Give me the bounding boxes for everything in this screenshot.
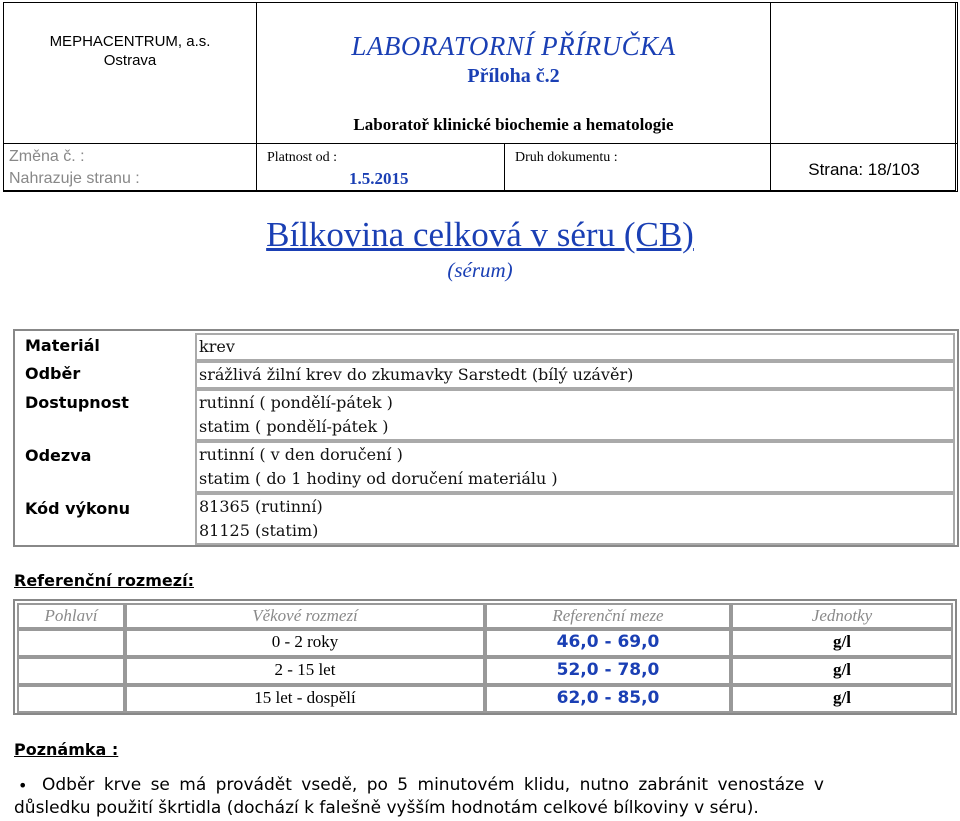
laboratory-name: Laboratoř klinické biochemie a hematologie <box>353 115 674 134</box>
availability-statim: statim ( pondělí-pátek ) <box>199 417 389 436</box>
table-row-3-unit: g/l <box>731 685 953 713</box>
note-heading: Poznámka : <box>14 740 119 759</box>
page-title-text: Bílkovina celková v séru (CB) <box>266 215 694 254</box>
note-line-1: Odběr krve se má provádět vsedě, po 5 minutovém klidu, nutno zabránit venostáze v <box>42 775 824 795</box>
reference-range-table <box>13 599 957 715</box>
response-label: Odezva <box>25 446 92 465</box>
column-header-age: Věkové rozmezí <box>125 603 485 629</box>
appendix-label: Příloha č.2 <box>467 65 560 87</box>
collection-value: srážlivá žilní krev do zkumavky Sarstedt (bílý uzávěr) <box>199 365 634 384</box>
availability-label: Dostupnost <box>25 393 129 412</box>
table-row-1-sex <box>17 629 125 657</box>
change-number-label: Změna č. : <box>9 148 85 165</box>
page-subtitle: (sérum) <box>447 258 513 282</box>
collection-label: Odběr <box>25 364 81 383</box>
column-header-sex: Pohlaví <box>17 603 125 629</box>
table-row-1-age: 0 - 2 roky <box>125 629 485 657</box>
document-title: LABORATORNÍ PŘÍRUČKA <box>351 31 676 61</box>
material-value-cell <box>195 333 955 361</box>
note-line-2: důsledku použití škrtidla (dochází k falešně vyšším hodnotám celkové bílkoviny v séru). <box>14 798 759 818</box>
header-blank-cell <box>770 2 958 144</box>
header-change-cell <box>3 143 257 192</box>
material-value: krev <box>199 337 235 356</box>
table-row-3-sex <box>17 685 125 713</box>
table-row-2-age: 2 - 15 let <box>125 657 485 685</box>
response-value-cell <box>195 441 955 493</box>
header-organization-cell <box>3 2 257 144</box>
availability-routine: rutinní ( pondělí-pátek ) <box>199 393 393 412</box>
organization-city: Ostrava <box>103 52 157 69</box>
procedure-code-value-cell <box>195 493 955 545</box>
document-type-label: Druh dokumentu : <box>515 150 618 165</box>
document-header <box>3 2 956 191</box>
material-label: Materiál <box>25 336 100 355</box>
table-row-2-range: 52,0 - 78,0 <box>485 657 731 685</box>
page-number: Strana: 18/103 <box>808 160 920 179</box>
column-header-units: Jednotky <box>731 603 953 629</box>
procedure-code-routine: 81365 (rutinní) <box>199 497 323 516</box>
validity-date: 1.5.2015 <box>349 169 409 188</box>
test-info-table <box>13 329 959 547</box>
column-header-range: Referenční meze <box>485 603 731 629</box>
table-row-1-range: 46,0 - 69,0 <box>485 629 731 657</box>
header-doctype-cell <box>504 143 771 192</box>
response-statim: statim ( do 1 hodiny od doručení materiálu ) <box>199 469 558 488</box>
replaces-page-label: Nahrazuje stranu : <box>9 170 140 187</box>
collection-value-cell <box>195 361 955 389</box>
procedure-code-statim: 81125 (statim) <box>199 521 319 540</box>
header-validity-cell <box>256 143 505 192</box>
header-title-cell <box>256 2 771 144</box>
page-title <box>0 215 960 255</box>
table-row-3-age: 15 let - dospělí <box>125 685 485 713</box>
availability-value-cell <box>195 389 955 441</box>
table-row-1-unit: g/l <box>731 629 953 657</box>
organization-name: MEPHACENTRUM, a.s. <box>49 33 211 50</box>
validity-label: Platnost od : <box>267 150 338 165</box>
table-row-2-sex <box>17 657 125 685</box>
table-row-2-unit: g/l <box>731 657 953 685</box>
response-routine: rutinní ( v den doručení ) <box>199 445 403 464</box>
note-text <box>14 774 956 820</box>
header-page-cell <box>770 143 958 192</box>
procedure-code-label: Kód výkonu <box>25 499 130 518</box>
reference-range-heading: Referenční rozmezí: <box>14 571 194 590</box>
table-row-3-range: 62,0 - 85,0 <box>485 685 731 713</box>
bullet-icon: • <box>18 776 28 795</box>
